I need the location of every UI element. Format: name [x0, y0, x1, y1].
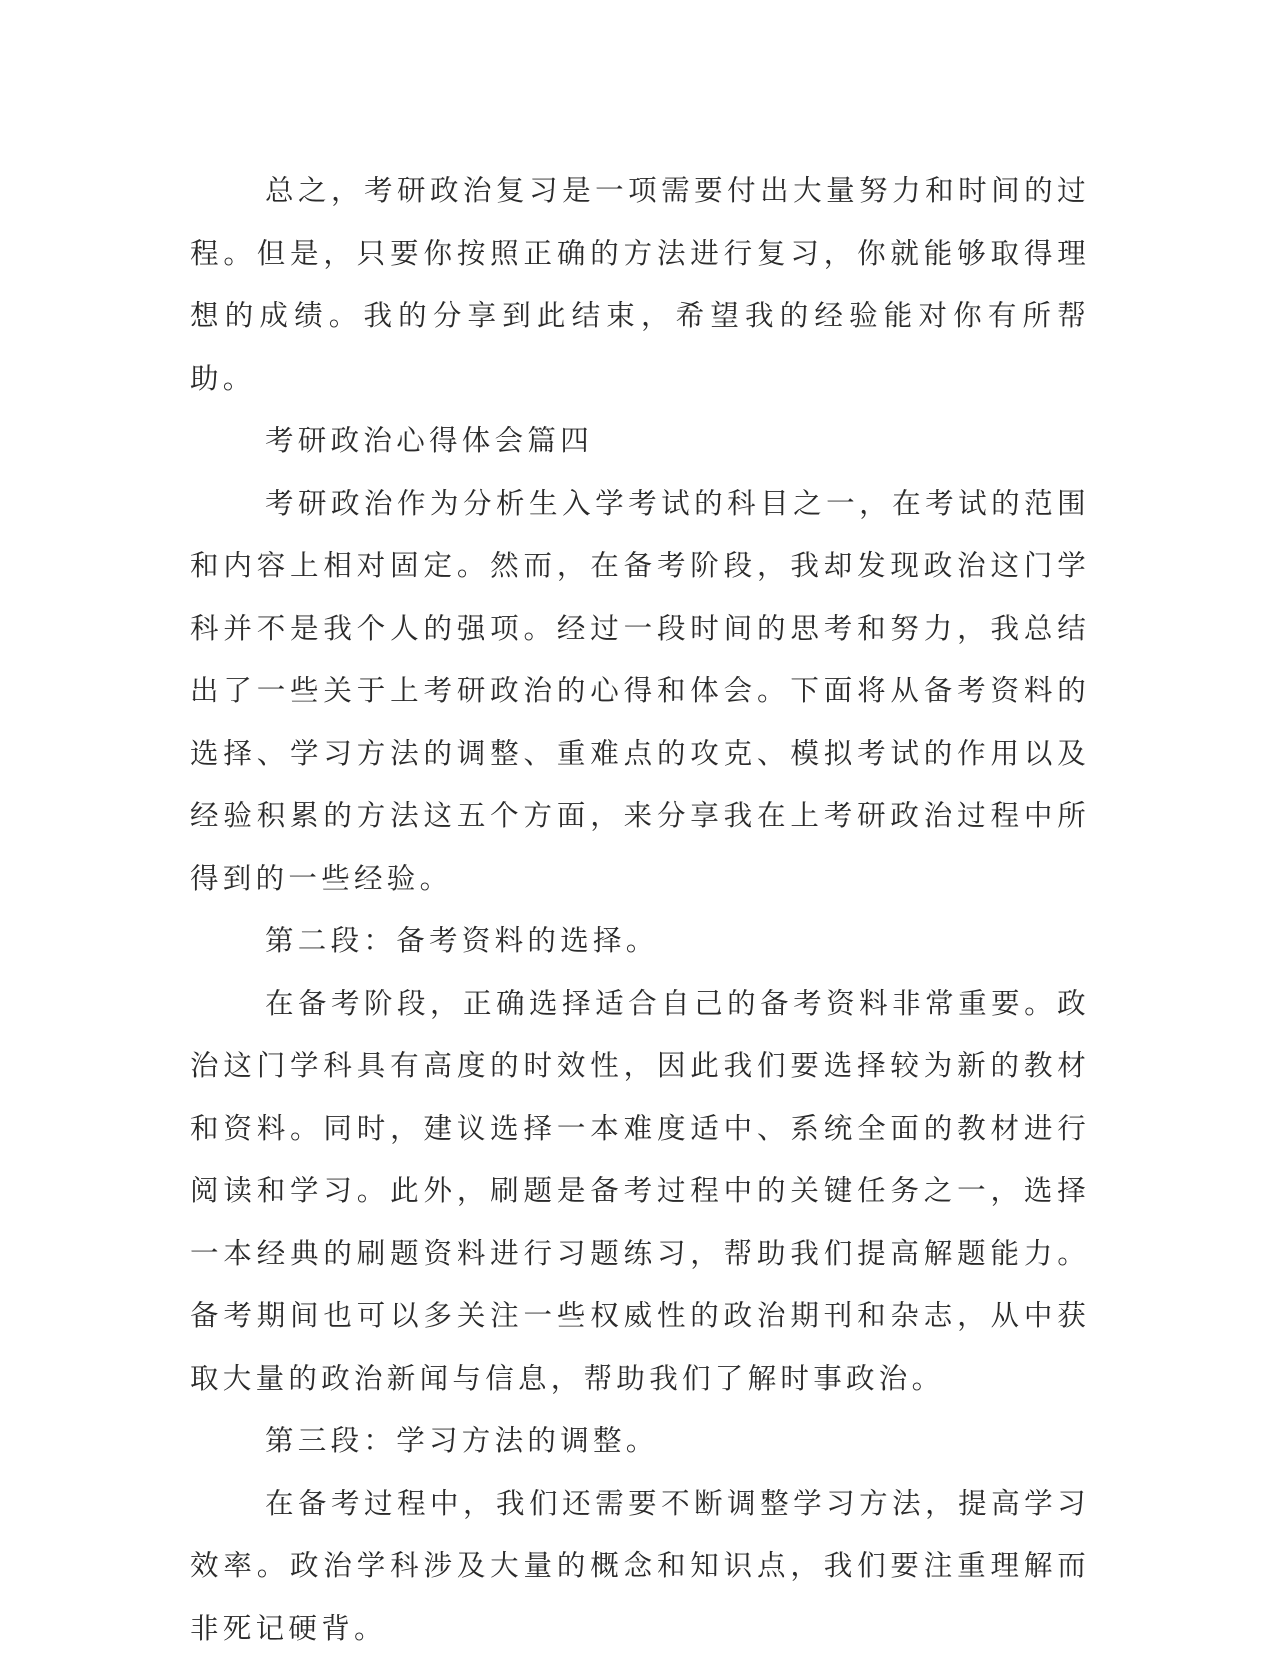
- paragraph-material-selection: 在备考阶段，正确选择适合自己的备考资料非常重要。政治这门学科具有高度的时效性，因此我们要选择较为新的教材和资料。同时，建议选择一本难度适中、系统全面的教材进行阅读和学习。此外，刷题是备考过程中的关键任务之一，选择一本经典的刷题资料进行习题练习，帮助我们提高解题能力。备考期间也可以多关注一些权威性的政治期刊和杂志，从中获取大量的政治新闻与信息，帮助我们了解时事政治。: [190, 973, 1090, 1411]
- section-heading-third: 第三段：学习方法的调整。: [190, 1410, 1090, 1473]
- section-heading-second: 第二段：备考资料的选择。: [190, 910, 1090, 973]
- document-body: [190, 160, 1090, 1660]
- paragraph-introduction: 考研政治作为分析生入学考试的科目之一，在考试的范围和内容上相对固定。然而，在备考阶段，我却发现政治这门学科并不是我个人的强项。经过一段时间的思考和努力，我总结出了一些关于上考研政治的心得和体会。下面将从备考资料的选择、学习方法的调整、重难点的攻克、模拟考试的作用以及经验积累的方法这五个方面，来分享我在上考研政治过程中所得到的一些经验。: [190, 473, 1090, 911]
- paragraph-conclusion: 总之，考研政治复习是一项需要付出大量努力和时间的过程。但是，只要你按照正确的方法进行复习，你就能够取得理想的成绩。我的分享到此结束，希望我的经验能对你有所帮助。: [190, 160, 1090, 410]
- section-title-part-four: 考研政治心得体会篇四: [190, 410, 1090, 473]
- paragraph-study-method: 在备考过程中，我们还需要不断调整学习方法，提高学习效率。政治学科涉及大量的概念和知识点，我们要注重理解而非死记硬背。: [190, 1473, 1090, 1660]
